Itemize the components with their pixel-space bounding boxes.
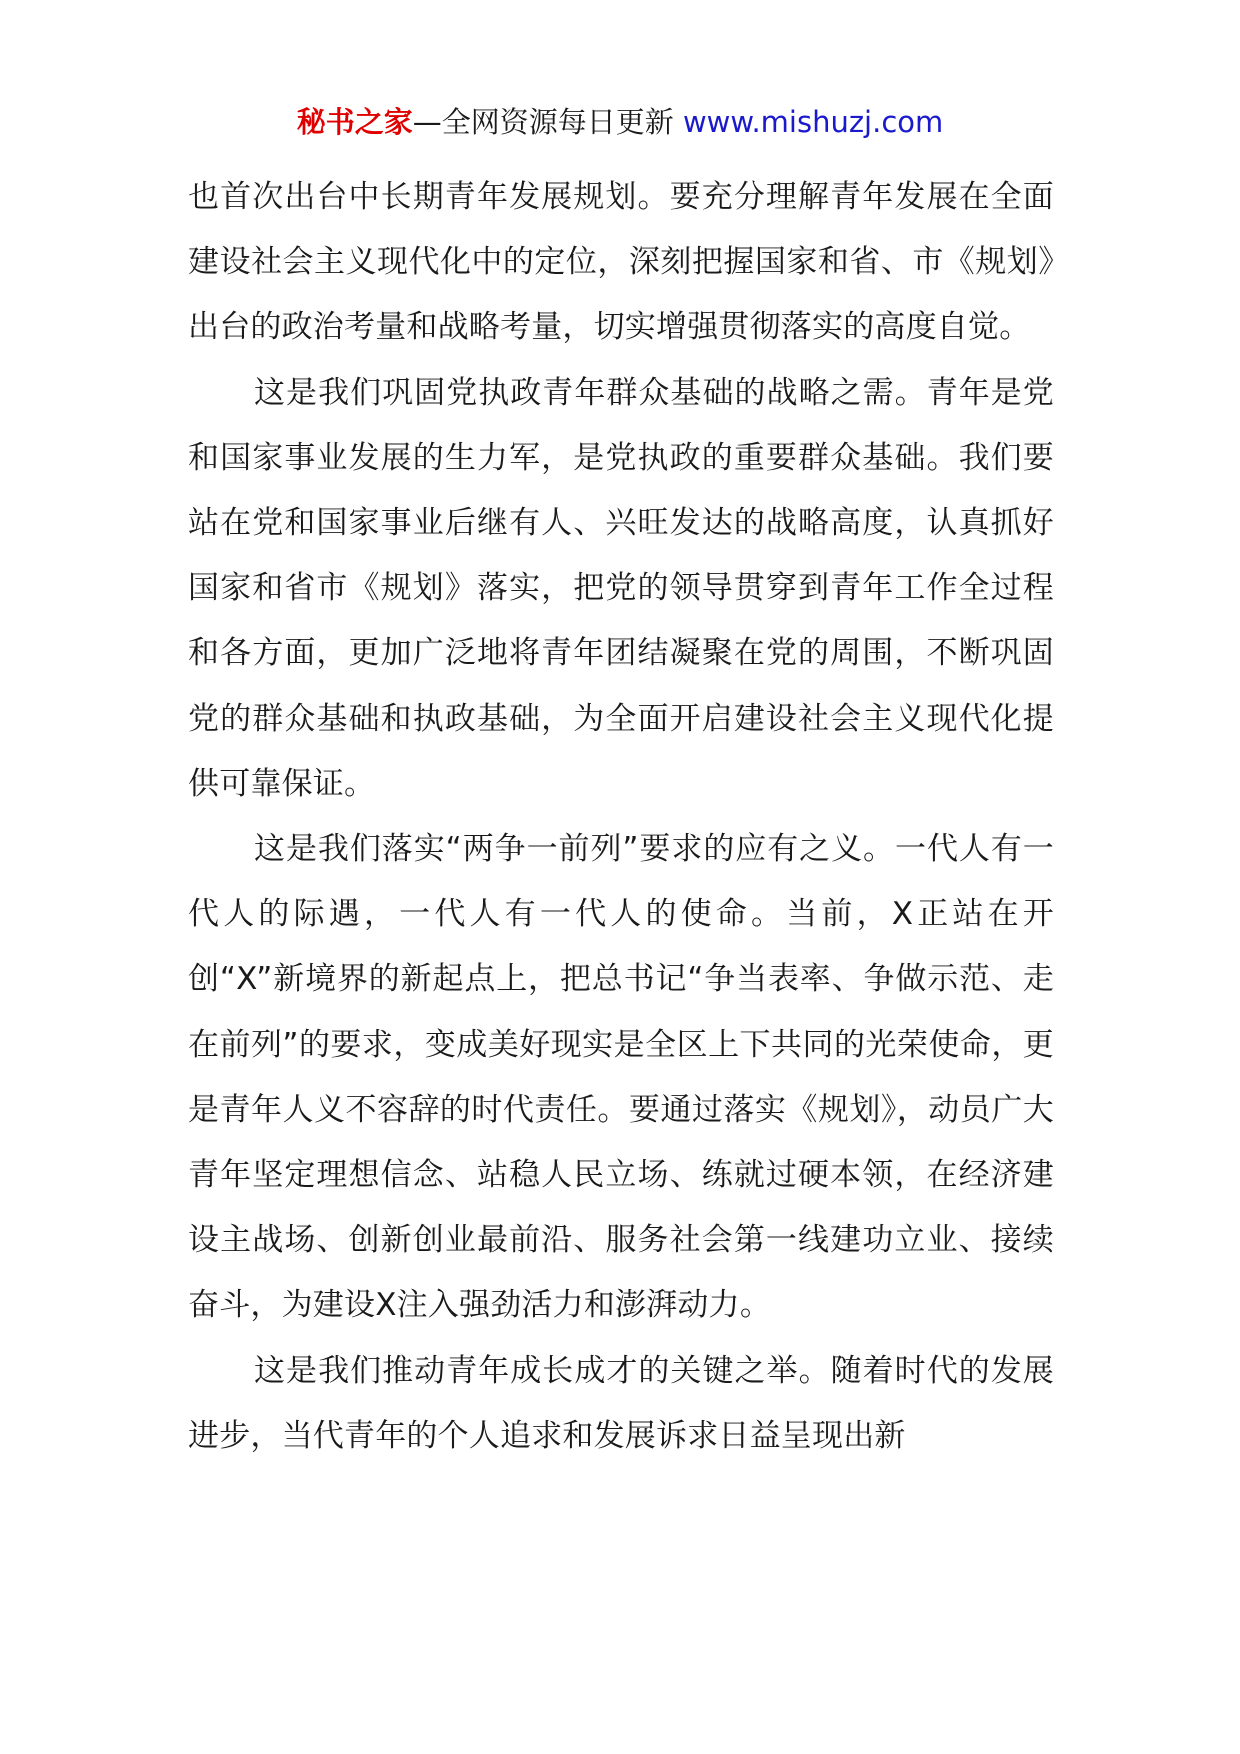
paragraph-2: 这是我们巩固党执政青年群众基础的战略之需。青年是党和国家事业发展的生力军，是党执政的重要群众基础。我们要站在党和国家事业后继有人、兴旺发达的战略高度，认真抓好国家和省市《规划》落实，把党的领导贯穿到青年工作全过程和各方面，更加广泛地将青年团结凝聚在党的周围，不断巩固党的群众基础和执政基础，为全面开启建设社会主义现代化提供可靠保证。	[188, 374, 1054, 802]
paragraph-4: 这是我们推动青年成长成才的关键之举。随着时代的发展进步，当代青年的个人追求和发展诉求日益呈现出新	[188, 1352, 1054, 1454]
website-link[interactable]: www.mishuzj.com	[682, 105, 944, 139]
brand-name: 秘书之家	[296, 105, 413, 139]
document-body	[188, 165, 1054, 1469]
paragraph-3: 这是我们落实“两争一前列”要求的应有之义。一代人有一代人的际遇，一代人有一代人的使命。当前，X正站在开创“X”新境界的新起点上，把总书记“争当表率、争做示范、走在前列”的要求，变成美好现实是全区上下共同的光荣使命，更是青年人义不容辞的时代责任。要通过落实《规划》，动员广大青年坚定理想信念、站稳人民立场、练就过硬本领，在经济建设主战场、创新创业最前沿、服务社会第一线建功立业、接续奋斗，为建设X注入强劲活力和澎湃动力。	[188, 831, 1054, 1324]
paragraph-1: 也首次出台中长期青年发展规划。要充分理解青年发展在全面建设社会主义现代化中的定位，深刻把握国家和省、市《规划》出台的政治考量和战略考量，切实增强贯彻落实的高度自觉。	[188, 179, 1054, 346]
page-header	[0, 100, 1240, 144]
header-tagline: —全网资源每日更新	[412, 105, 683, 139]
